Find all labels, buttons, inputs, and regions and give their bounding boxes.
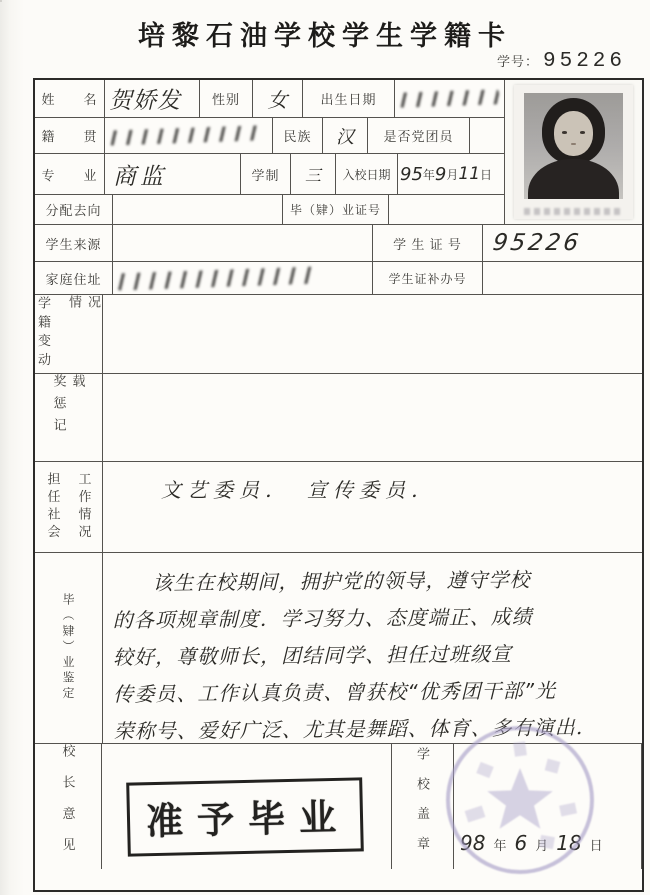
- student-number-line: [497, 50, 626, 73]
- party-member-value: [470, 118, 504, 153]
- student-number-value: 95226: [542, 50, 626, 73]
- row-student-source: [35, 225, 642, 262]
- photo-sweater: [528, 159, 619, 199]
- status-change-content: [103, 295, 642, 373]
- assignment-value: [113, 195, 283, 224]
- page-title: 培黎石油学校学生学籍卡: [138, 21, 512, 51]
- seal-date: 98 年 6 月 18 日: [460, 830, 603, 855]
- seal-date-cell: [454, 744, 642, 869]
- row-origin: [35, 118, 504, 154]
- major-label: 专 业: [35, 154, 105, 194]
- name-label: 姓 名: [35, 80, 105, 117]
- appraisal-content: [103, 553, 642, 743]
- appraisal-label: 毕（肄）业鉴定: [61, 593, 75, 703]
- section-appraisal: [35, 553, 642, 744]
- rewards-content: [103, 374, 642, 461]
- principal-stamp-cell: [102, 744, 392, 869]
- section-social-work: [35, 462, 642, 553]
- student-number-label: 学号：: [496, 54, 539, 69]
- principal-opinion-cell: [35, 744, 102, 869]
- top-rows: [35, 80, 642, 225]
- ethnicity-value: 汉: [323, 118, 368, 153]
- footer-row: [35, 744, 642, 869]
- birthdate-label: 出生日期: [303, 80, 395, 117]
- school-seal-label-cell: [392, 744, 454, 869]
- photo-frame: [514, 85, 633, 219]
- photo-cell: [504, 80, 642, 224]
- gender-label: 性别: [200, 80, 253, 117]
- section-status-change: [35, 295, 642, 374]
- name-value: 贺娇发: [105, 80, 200, 117]
- schooling-years-value: 三: [291, 154, 336, 194]
- social-work-label-a: 担任社会: [45, 471, 61, 543]
- social-work-handwriting: 文艺委员． 宣传委员．: [161, 478, 437, 502]
- diploma-no-value: [389, 195, 504, 224]
- status-change-label-a: 学籍变动: [36, 296, 51, 372]
- row-home-address: [35, 262, 642, 295]
- row-assignment: [35, 195, 504, 224]
- enroll-date-value: 95 年 9 月 11 日: [400, 163, 493, 185]
- id-reissue-label: 学生证补办号: [373, 262, 483, 294]
- rewards-label: 奖惩记载: [51, 374, 86, 441]
- row-name: [35, 80, 504, 118]
- major-value: 商监: [105, 154, 241, 194]
- student-id-label: 学 生 证 号: [373, 225, 483, 261]
- ethnicity-label: 民族: [273, 118, 323, 153]
- student-photo: [524, 93, 623, 199]
- appraisal-handwriting: 该生在校期间，拥护党的领导，遵守学校 的各项规章制度．学习努力、态度端正、成绩 较好，尊敬师长，团结同学、担任过班级宣 传委员、工作认真负责、曾获校“优秀团干部”光 荣称号、爱好广泛、尤其是舞蹈、体育、多有演出．: [112, 567, 597, 744]
- row-major: [35, 154, 504, 195]
- redaction-smudge: [399, 89, 499, 107]
- scan-noise: [0, 0, 2, 2]
- status-change-label-b: 情况: [67, 295, 101, 340]
- home-address-value: [113, 262, 373, 294]
- principal-opinion-label: 校长意见: [60, 744, 76, 869]
- social-work-label-b: 工作情况: [76, 471, 92, 543]
- diploma-no-label: 毕（肄）业证号: [283, 195, 389, 224]
- assignment-label: 分配去向: [35, 195, 113, 224]
- redaction-smudge: [117, 266, 317, 290]
- photo-caption-smudge: [524, 208, 624, 215]
- gender-value: 女: [253, 80, 303, 117]
- record-card-table: [33, 78, 644, 892]
- photo-face: [554, 111, 594, 156]
- origin-label: 籍 贯: [35, 118, 105, 153]
- party-member-label: 是否党团员: [368, 118, 470, 153]
- id-reissue-value: [483, 262, 642, 294]
- graduation-approval-stamp: 准予毕业: [126, 777, 364, 856]
- schooling-years-label: 学制: [241, 154, 291, 194]
- student-id-value: 95226: [491, 230, 583, 256]
- social-work-content: [103, 462, 642, 552]
- school-seal-label: 学校盖章: [415, 746, 430, 867]
- home-address-label: 家庭住址: [35, 262, 113, 294]
- student-source-value: [113, 225, 373, 261]
- section-rewards: [35, 374, 642, 462]
- birthdate-value: [395, 80, 504, 117]
- enroll-date-label: 入校日期: [336, 154, 398, 194]
- redaction-smudge: [109, 125, 259, 145]
- origin-value: [105, 118, 273, 153]
- student-source-label: 学生来源: [35, 225, 113, 261]
